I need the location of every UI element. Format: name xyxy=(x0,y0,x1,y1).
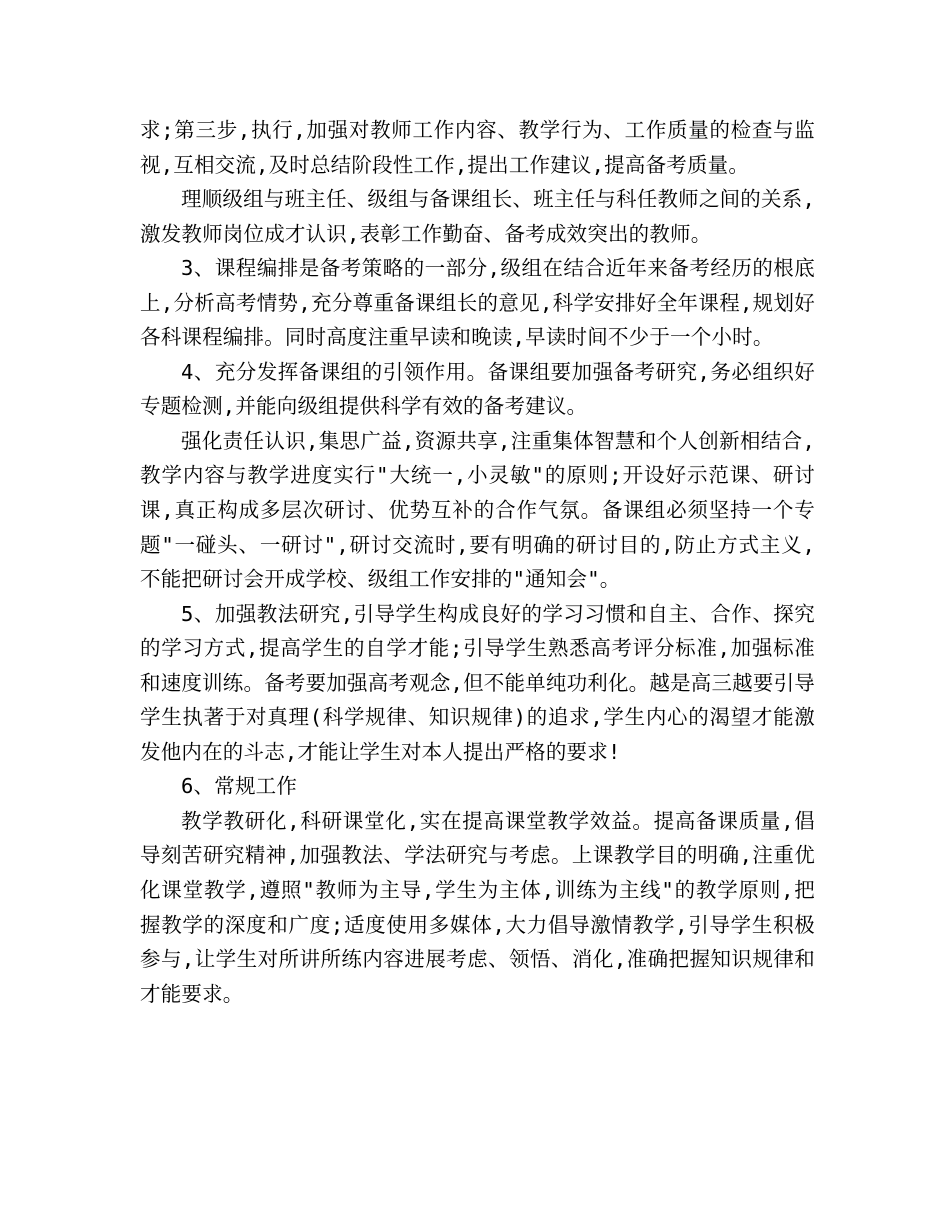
paragraph-course-scheduling: 3、课程编排是备考策略的一部分,级组在结合近年来备考经历的根底上,分析高考情势,充分尊重备课组长的意见,科学安排好全年课程,规划好各科课程编排。同时高度注重早读和晚读,早读时间不少于一个小时。 xyxy=(140,256,815,350)
paragraph-relations: 理顺级组与班主任、级组与备课组长、班主任与科任教师之间的关系,激发教师岗位成才认识,表彰工作勤奋、备考成效突出的教师。 xyxy=(140,187,815,246)
paragraph-routine-work: 教学教研化,科研课堂化,实在提高课堂教学效益。提高备课质量,倡导刻苦研究精神,加强教法、学法研究与考虑。上课教学目的明确,注重优化课堂教学,遵照"教师为主导,学生为主体,训练为主线"的教学原则,把握教学的深度和广度;适度使用多媒体,大力倡导激情教学,引导学生积极参与,让学生对所讲所练内容进展考虑、领悟、消化,准确把握知识规律和才能要求。 xyxy=(140,808,815,1006)
paragraph-responsibility: 强化责任认识,集思广益,资源共享,注重集体智慧和个人创新相结合,教学内容与教学进度实行"大统一,小灵敏"的原则;开设好示范课、研讨课,真正构成多层次研讨、优势互补的合作气氛。备课组必须坚持一个专题"一碰头、一研讨",研讨交流时,要有明确的研讨目的,防止方式主义,不能把研讨会开成学校、级组工作安排的"通知会"。 xyxy=(140,428,815,592)
paragraph-routine-heading: 6、常规工作 xyxy=(181,774,298,799)
paragraph-teaching-methods: 5、加强教法研究,引导学生构成良好的学习习惯和自主、合作、探究的学习方式,提高学生的自学才能;引导学生熟悉高考评分标准,加强标准和速度训练。备考要加强高考观念,但不能单纯功利化。越是高三越要引导学生执著于对真理(科学规律、知识规律)的追求,学生内心的渴望才能激发他内在的斗志,才能让学生对本人提出严格的要求! xyxy=(140,601,815,764)
document-body xyxy=(140,113,815,1011)
paragraph-continuation: 求;第三步,执行,加强对教师工作内容、教学行为、工作质量的检查与监视,互相交流,及时总结阶段性工作,提出工作建议,提高备考质量。 xyxy=(140,118,815,177)
paragraph-lesson-group-role: 4、充分发挥备课组的引领作用。备课组要加强备考研究,务必组织好专题检测,并能向级组提供科学有效的备考建议。 xyxy=(140,359,815,419)
